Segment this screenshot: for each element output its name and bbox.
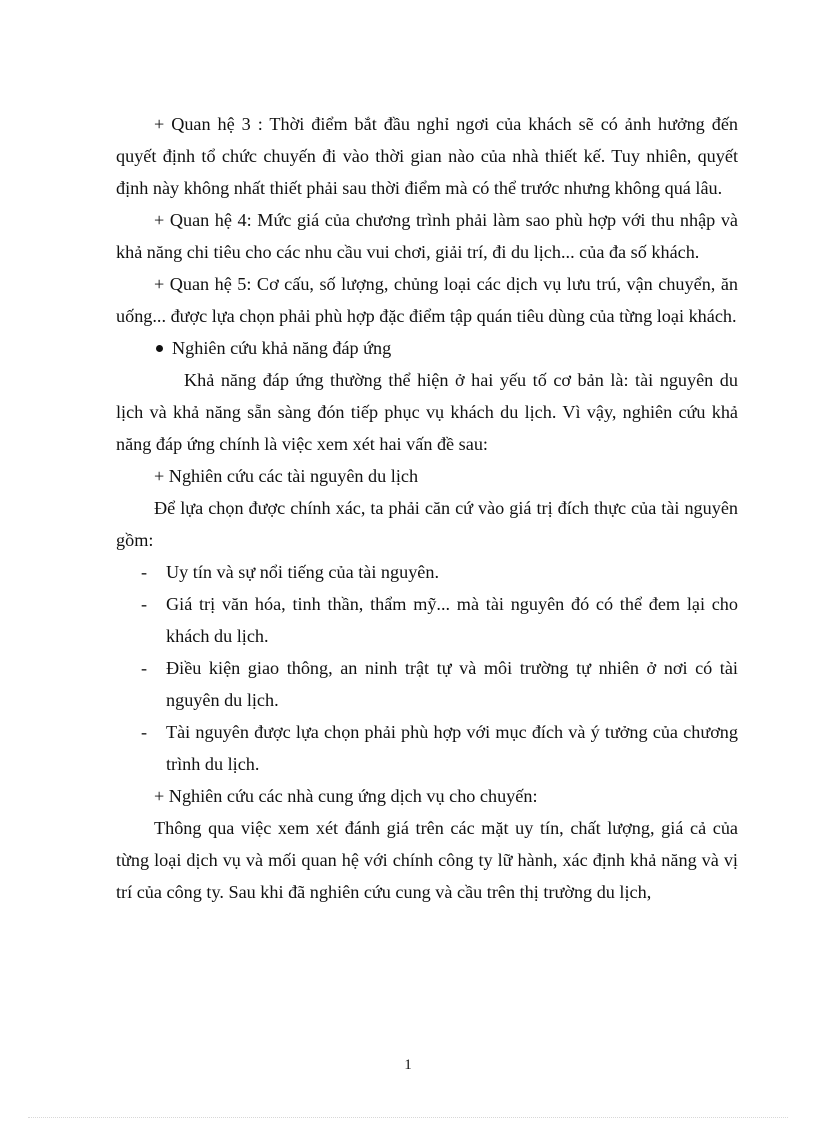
- page-bottom-divider: [28, 1117, 788, 1118]
- paragraph-research-suppliers: + Nghiên cứu các nhà cung ứng dịch vụ cho chuyến:: [154, 786, 538, 806]
- bullet-icon: [156, 345, 163, 352]
- paragraph-relation-3: + Quan hệ 3 : Thời điểm bắt đầu nghỉ ngơi của khách sẽ có ảnh hưởng đến quyết định tổ chức chuyến đi vào thời gian nào của nhà thiết kế. Tuy nhiên, quyết định này không nhất thiết phải sau thời điểm mà có thể trước nhưng không quá lâu.: [116, 114, 738, 198]
- bullet-heading-text: Nghiên cứu khả năng đáp ứng: [172, 338, 392, 358]
- dash-icon: -: [141, 658, 148, 678]
- dash-list-item-text: Tài nguyên được lựa chọn phải phù hợp với mục đích và ý tưởng của chương trình du lịch.: [166, 722, 738, 774]
- document-body: [116, 108, 738, 908]
- dash-icon: -: [141, 594, 148, 614]
- page-number: 1: [404, 1057, 412, 1073]
- paragraph-response-capacity: Khả năng đáp ứng thường thể hiện ở hai yếu tố cơ bản là: tài nguyên du lịch và khả năng sẵn sàng đón tiếp phục vụ khách du lịch. Vì vậy, nghiên cứu khả năng đáp ứng chính là việc xem xét hai vấn đề sau:: [116, 370, 738, 454]
- dash-list-item: [116, 588, 738, 652]
- dash-list-item-text: Điều kiện giao thông, an ninh trật tự và môi trường tự nhiên ở nơi có tài nguyên du lịch.: [166, 658, 738, 710]
- paragraph-research-resources: + Nghiên cứu các tài nguyên du lịch: [154, 466, 419, 486]
- paragraph-relation-5: + Quan hệ 5: Cơ cấu, số lượng, chủng loại các dịch vụ lưu trú, vận chuyển, ăn uống... được lựa chọn phải phù hợp đặc điểm tập quán tiêu dùng của từng loại khách.: [116, 274, 738, 326]
- dash-list-item: [116, 652, 738, 716]
- dash-list-item-text: Giá trị văn hóa, tinh thần, thẩm mỹ... mà tài nguyên đó có thể đem lại cho khách du lịch.: [166, 594, 738, 646]
- paragraph-evaluation: Thông qua việc xem xét đánh giá trên các mặt uy tín, chất lượng, giá cả của từng loại dịch vụ và mối quan hệ với chính công ty lữ hành, xác định khả năng và vị trí của công ty. Sau khi đã nghiên cứu cung và cầu trên thị trường du lịch,: [116, 818, 738, 902]
- dash-icon: -: [141, 562, 148, 582]
- dash-list-item-text: Uy tín và sự nổi tiếng của tài nguyên.: [166, 562, 440, 582]
- paragraph-relation-4: + Quan hệ 4: Mức giá của chương trình phải làm sao phù hợp với thu nhập và khả năng chi tiêu cho các nhu cầu vui chơi, giải trí, đi du lịch... của đa số khách.: [116, 210, 738, 262]
- paragraph-selection-criteria: Để lựa chọn được chính xác, ta phải căn cứ vào giá trị đích thực của tài nguyên gồm:: [116, 498, 738, 550]
- dash-list-item: [116, 716, 738, 780]
- dash-icon: -: [141, 722, 148, 742]
- bullet-heading-item: [116, 332, 738, 364]
- dash-list-item: [116, 556, 738, 588]
